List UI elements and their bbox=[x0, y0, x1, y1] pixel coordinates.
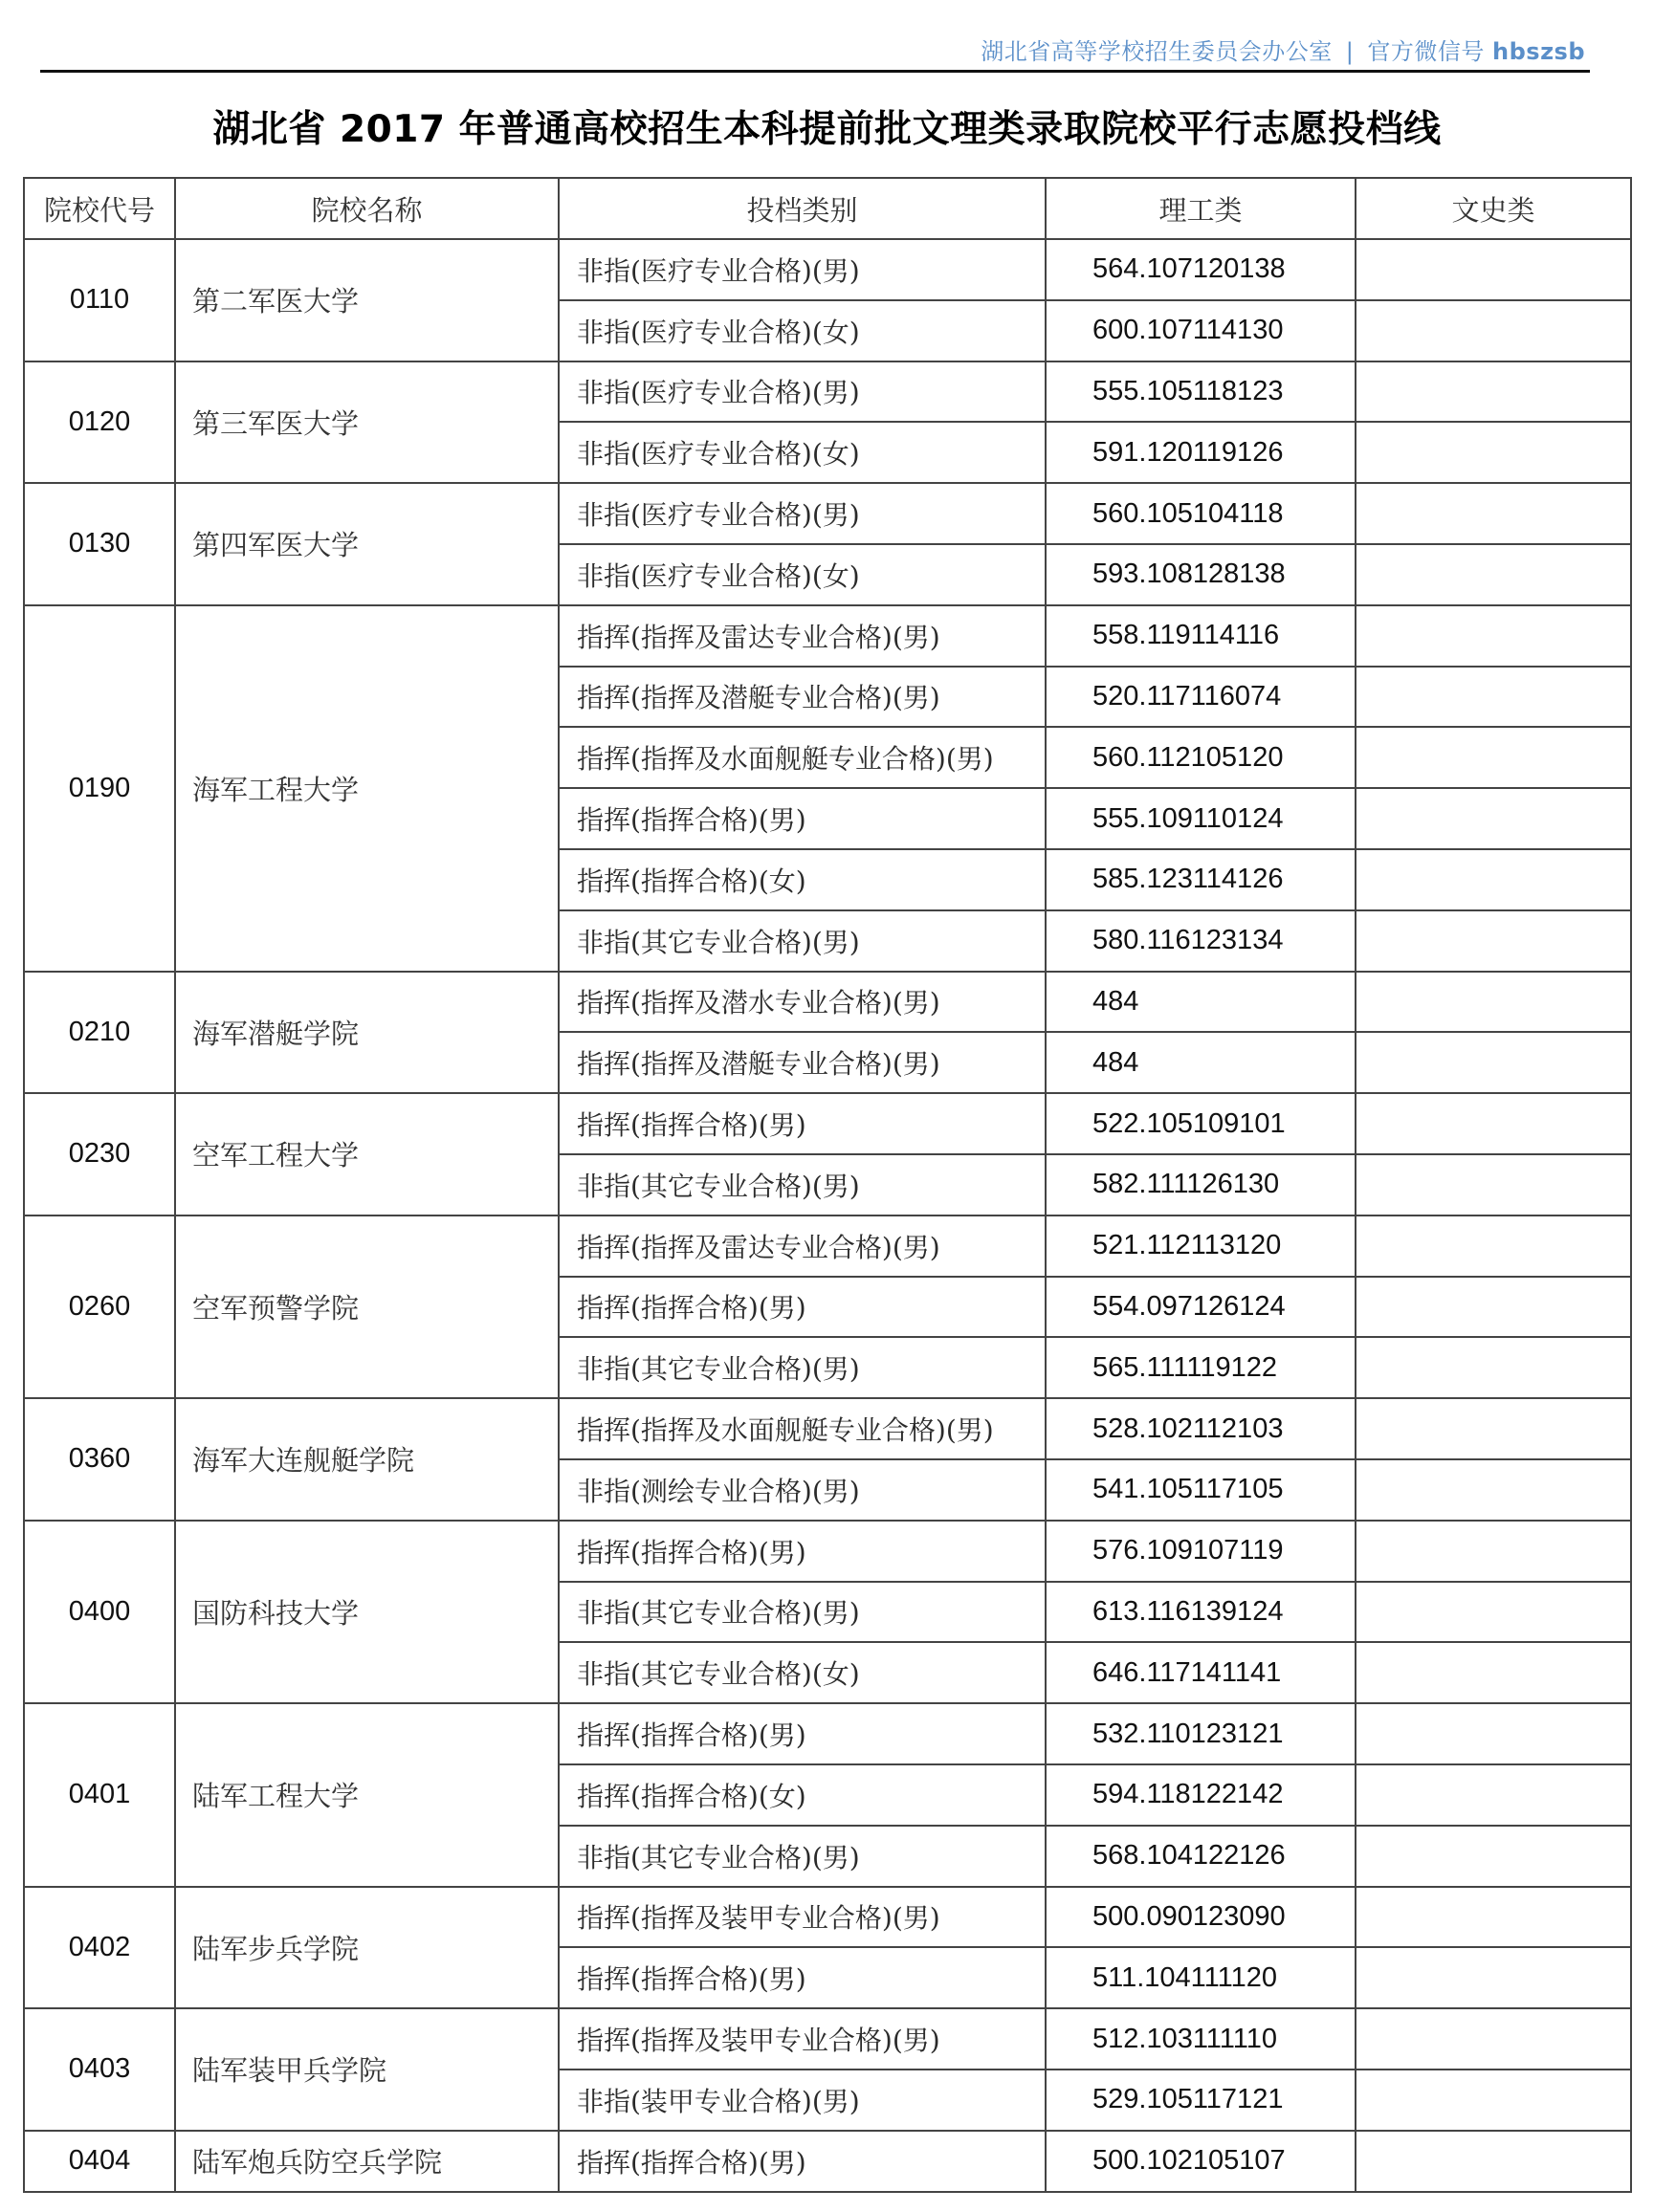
admission-category: 指挥(指挥及雷达专业合格)(男) bbox=[559, 1216, 1046, 1277]
liberal-arts-score bbox=[1356, 1459, 1631, 1521]
science-score: 484 bbox=[1046, 1032, 1356, 1093]
header-school-code: 院校代号 bbox=[24, 178, 175, 239]
school-code: 0401 bbox=[24, 1703, 175, 1886]
school-name: 国防科技大学 bbox=[175, 1521, 559, 1703]
admission-category: 指挥(指挥合格)(男) bbox=[559, 1703, 1046, 1764]
science-score: 568.104122126 bbox=[1046, 1826, 1356, 1887]
liberal-arts-score bbox=[1356, 2070, 1631, 2131]
admission-category: 指挥(指挥及潜艇专业合格)(男) bbox=[559, 667, 1046, 728]
school-code: 0400 bbox=[24, 1521, 175, 1703]
liberal-arts-score bbox=[1356, 1582, 1631, 1643]
school-name: 海军潜艇学院 bbox=[175, 972, 559, 1094]
header-school-name: 院校名称 bbox=[175, 178, 559, 239]
admission-score-table bbox=[23, 177, 1632, 2193]
header-rule bbox=[40, 70, 1590, 73]
admission-category: 非指(其它专业合格)(男) bbox=[559, 1337, 1046, 1398]
admission-category: 非指(装甲专业合格)(男) bbox=[559, 2070, 1046, 2131]
science-score: 564.107120138 bbox=[1046, 239, 1356, 300]
table-row bbox=[24, 2131, 1631, 2192]
admission-category: 指挥(指挥及潜艇专业合格)(男) bbox=[559, 1032, 1046, 1093]
header-liberal-arts: 文史类 bbox=[1356, 178, 1631, 239]
watermark-separator: | bbox=[1345, 38, 1355, 65]
admission-category: 指挥(指挥合格)(男) bbox=[559, 788, 1046, 849]
liberal-arts-score bbox=[1356, 1521, 1631, 1582]
admission-category: 非指(其它专业合格)(男) bbox=[559, 1826, 1046, 1887]
liberal-arts-score bbox=[1356, 1887, 1631, 1948]
table-row bbox=[24, 483, 1631, 544]
school-name: 海军工程大学 bbox=[175, 605, 559, 972]
school-name: 空军工程大学 bbox=[175, 1093, 559, 1216]
admission-category: 非指(医疗专业合格)(男) bbox=[559, 239, 1046, 300]
admission-category: 指挥(指挥及雷达专业合格)(男) bbox=[559, 605, 1046, 667]
school-code: 0230 bbox=[24, 1093, 175, 1216]
admission-category: 非指(医疗专业合格)(男) bbox=[559, 483, 1046, 544]
science-score: 565.111119122 bbox=[1046, 1337, 1356, 1398]
science-score: 522.105109101 bbox=[1046, 1093, 1356, 1154]
liberal-arts-score bbox=[1356, 1337, 1631, 1398]
liberal-arts-score bbox=[1356, 2008, 1631, 2070]
science-score: 555.109110124 bbox=[1046, 788, 1356, 849]
liberal-arts-score bbox=[1356, 1826, 1631, 1887]
table-body bbox=[24, 239, 1631, 2192]
table-row bbox=[24, 239, 1631, 300]
school-code: 0210 bbox=[24, 972, 175, 1094]
school-code: 0402 bbox=[24, 1887, 175, 2009]
school-code: 0360 bbox=[24, 1398, 175, 1521]
document-title: 湖北省 2017 年普通高校招生本科提前批文理类录取院校平行志愿投档线 bbox=[212, 108, 1442, 151]
liberal-arts-score bbox=[1356, 300, 1631, 361]
science-score: 520.117116074 bbox=[1046, 667, 1356, 728]
science-score: 511.104111120 bbox=[1046, 1947, 1356, 2008]
science-score: 582.111126130 bbox=[1046, 1154, 1356, 1216]
liberal-arts-score bbox=[1356, 1032, 1631, 1093]
liberal-arts-score bbox=[1356, 1398, 1631, 1459]
science-score: 558.119114116 bbox=[1046, 605, 1356, 667]
admission-category: 非指(医疗专业合格)(女) bbox=[559, 422, 1046, 483]
science-score: 528.102112103 bbox=[1046, 1398, 1356, 1459]
science-score: 521.112113120 bbox=[1046, 1216, 1356, 1277]
school-code: 0404 bbox=[24, 2131, 175, 2192]
table-row bbox=[24, 1093, 1631, 1154]
admission-category: 非指(医疗专业合格)(男) bbox=[559, 361, 1046, 423]
science-score: 576.109107119 bbox=[1046, 1521, 1356, 1582]
science-score: 580.116123134 bbox=[1046, 910, 1356, 972]
table-row bbox=[24, 1703, 1631, 1764]
science-score: 600.107114130 bbox=[1046, 300, 1356, 361]
school-code: 0260 bbox=[24, 1216, 175, 1398]
school-name: 海军大连舰艇学院 bbox=[175, 1398, 559, 1521]
table-row bbox=[24, 972, 1631, 1033]
liberal-arts-score bbox=[1356, 1764, 1631, 1826]
table-row bbox=[24, 1521, 1631, 1582]
science-score: 560.105104118 bbox=[1046, 483, 1356, 544]
admission-category: 非指(其它专业合格)(男) bbox=[559, 1582, 1046, 1643]
header-science: 理工类 bbox=[1046, 178, 1356, 239]
liberal-arts-score bbox=[1356, 788, 1631, 849]
science-score: 591.120119126 bbox=[1046, 422, 1356, 483]
school-code: 0120 bbox=[24, 361, 175, 484]
table-header-row bbox=[24, 178, 1631, 239]
liberal-arts-score bbox=[1356, 1947, 1631, 2008]
liberal-arts-score bbox=[1356, 972, 1631, 1033]
table-row bbox=[24, 605, 1631, 667]
table-row bbox=[24, 1398, 1631, 1459]
school-name: 第四军医大学 bbox=[175, 483, 559, 605]
liberal-arts-score bbox=[1356, 2131, 1631, 2192]
table-row bbox=[24, 1887, 1631, 1948]
liberal-arts-score bbox=[1356, 1703, 1631, 1764]
liberal-arts-score bbox=[1356, 910, 1631, 972]
table-row bbox=[24, 1216, 1631, 1277]
liberal-arts-score bbox=[1356, 544, 1631, 605]
liberal-arts-score bbox=[1356, 1216, 1631, 1277]
school-name: 第二军医大学 bbox=[175, 239, 559, 361]
science-score: 532.110123121 bbox=[1046, 1703, 1356, 1764]
admission-category: 指挥(指挥合格)(男) bbox=[559, 2131, 1046, 2192]
liberal-arts-score bbox=[1356, 667, 1631, 728]
admission-category: 非指(其它专业合格)(男) bbox=[559, 910, 1046, 972]
science-score: 646.117141141 bbox=[1046, 1642, 1356, 1703]
school-code: 0403 bbox=[24, 2008, 175, 2131]
school-name: 陆军装甲兵学院 bbox=[175, 2008, 559, 2131]
admission-category: 指挥(指挥及潜水专业合格)(男) bbox=[559, 972, 1046, 1033]
table-row bbox=[24, 2008, 1631, 2070]
school-name: 陆军炮兵防空兵学院 bbox=[175, 2131, 559, 2192]
admission-category: 指挥(指挥合格)(男) bbox=[559, 1277, 1046, 1338]
science-score: 554.097126124 bbox=[1046, 1277, 1356, 1338]
admission-category: 指挥(指挥及装甲专业合格)(男) bbox=[559, 2008, 1046, 2070]
admission-category: 指挥(指挥合格)(男) bbox=[559, 1947, 1046, 2008]
school-code: 0130 bbox=[24, 483, 175, 605]
liberal-arts-score bbox=[1356, 605, 1631, 667]
liberal-arts-score bbox=[1356, 483, 1631, 544]
admission-category: 指挥(指挥合格)(女) bbox=[559, 849, 1046, 910]
liberal-arts-score bbox=[1356, 239, 1631, 300]
science-score: 541.105117105 bbox=[1046, 1459, 1356, 1521]
science-score: 585.123114126 bbox=[1046, 849, 1356, 910]
wechat-handle: hbszsb bbox=[1492, 38, 1585, 65]
wechat-label: 官方微信号 bbox=[1367, 38, 1485, 65]
liberal-arts-score bbox=[1356, 1154, 1631, 1216]
office-name: 湖北省高等学校招生委员会办公室 bbox=[981, 38, 1333, 65]
admission-category: 指挥(指挥及装甲专业合格)(男) bbox=[559, 1887, 1046, 1948]
liberal-arts-score bbox=[1356, 1093, 1631, 1154]
admission-category: 指挥(指挥合格)(女) bbox=[559, 1764, 1046, 1826]
school-name: 陆军步兵学院 bbox=[175, 1887, 559, 2009]
liberal-arts-score bbox=[1356, 1642, 1631, 1703]
admission-category: 指挥(指挥及水面舰艇专业合格)(男) bbox=[559, 1398, 1046, 1459]
science-score: 484 bbox=[1046, 972, 1356, 1033]
publisher-watermark bbox=[981, 33, 1585, 66]
science-score: 560.112105120 bbox=[1046, 727, 1356, 788]
admission-category: 非指(其它专业合格)(男) bbox=[559, 1154, 1046, 1216]
liberal-arts-score bbox=[1356, 727, 1631, 788]
science-score: 555.105118123 bbox=[1046, 361, 1356, 423]
science-score: 500.090123090 bbox=[1046, 1887, 1356, 1948]
header-category: 投档类别 bbox=[559, 178, 1046, 239]
admission-category: 非指(医疗专业合格)(女) bbox=[559, 300, 1046, 361]
liberal-arts-score bbox=[1356, 849, 1631, 910]
science-score: 613.116139124 bbox=[1046, 1582, 1356, 1643]
science-score: 594.118122142 bbox=[1046, 1764, 1356, 1826]
admission-category: 非指(其它专业合格)(女) bbox=[559, 1642, 1046, 1703]
admission-category: 指挥(指挥合格)(男) bbox=[559, 1093, 1046, 1154]
school-name: 第三军医大学 bbox=[175, 361, 559, 484]
school-name: 陆军工程大学 bbox=[175, 1703, 559, 1886]
school-code: 0110 bbox=[24, 239, 175, 361]
science-score: 512.103111110 bbox=[1046, 2008, 1356, 2070]
science-score: 593.108128138 bbox=[1046, 544, 1356, 605]
liberal-arts-score bbox=[1356, 1277, 1631, 1338]
table-row bbox=[24, 361, 1631, 423]
school-code: 0190 bbox=[24, 605, 175, 972]
science-score: 529.105117121 bbox=[1046, 2070, 1356, 2131]
school-name: 空军预警学院 bbox=[175, 1216, 559, 1398]
liberal-arts-score bbox=[1356, 422, 1631, 483]
admission-category: 非指(测绘专业合格)(男) bbox=[559, 1459, 1046, 1521]
admission-category: 指挥(指挥及水面舰艇专业合格)(男) bbox=[559, 727, 1046, 788]
admission-category: 指挥(指挥合格)(男) bbox=[559, 1521, 1046, 1582]
science-score: 500.102105107 bbox=[1046, 2131, 1356, 2192]
admission-category: 非指(医疗专业合格)(女) bbox=[559, 544, 1046, 605]
liberal-arts-score bbox=[1356, 361, 1631, 423]
